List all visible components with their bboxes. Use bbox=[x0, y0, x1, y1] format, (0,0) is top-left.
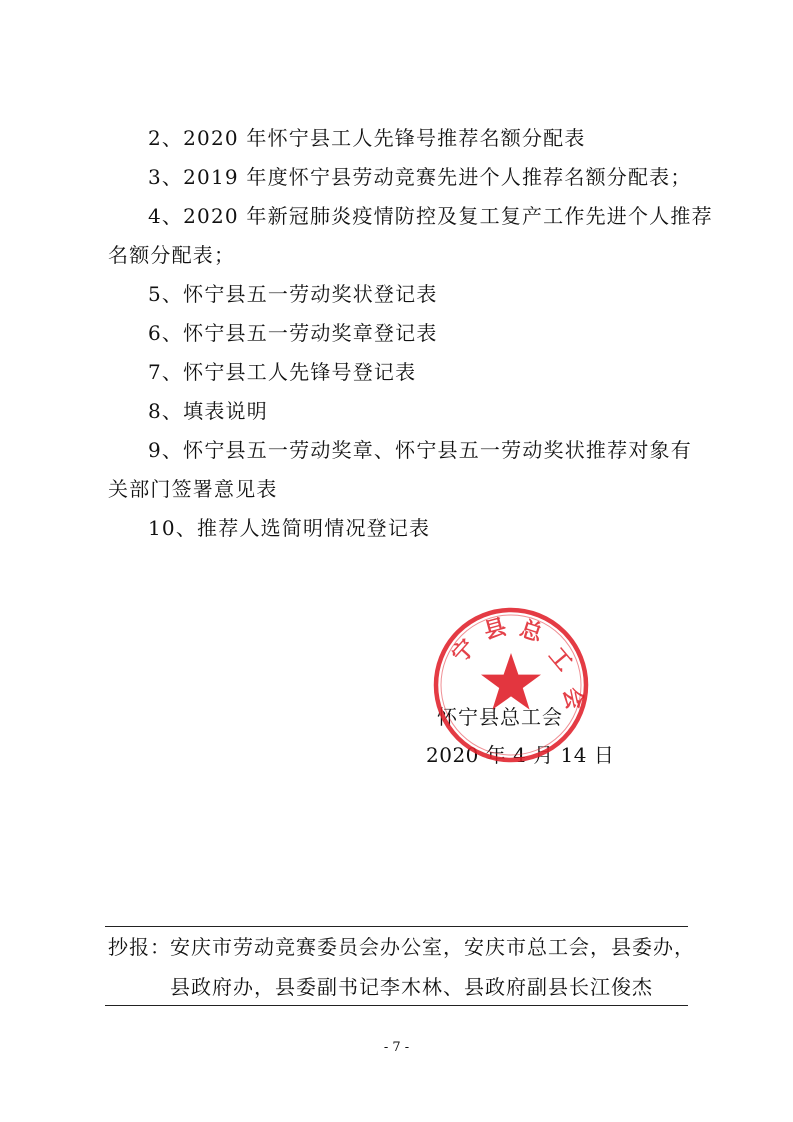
signature-organization: 怀宁县总工会 bbox=[437, 705, 563, 729]
attachment-item-4: 4、2020 年新冠肺炎疫情防控及复工复产工作先进个人推荐 bbox=[148, 204, 713, 228]
attachment-item-9: 9、怀宁县五一劳动奖章、怀宁县五一劳动奖状推荐对象有 bbox=[148, 438, 692, 462]
official-seal bbox=[432, 606, 590, 764]
seal-char: 工 bbox=[543, 643, 577, 677]
seal-char: 宁 bbox=[447, 635, 481, 669]
attachment-item-6: 6、怀宁县五一劳动奖章登记表 bbox=[148, 321, 438, 345]
cc-top-rule bbox=[105, 926, 688, 927]
attachment-item-10: 10、推荐人选简明情况登记表 bbox=[148, 516, 431, 540]
seal-char: 县 bbox=[481, 614, 510, 645]
seal-char: 总 bbox=[516, 616, 546, 648]
attachment-item-8: 8、填表说明 bbox=[148, 399, 268, 423]
page-number: - 7 - bbox=[383, 1040, 410, 1055]
cc-recipients-line-2: 县政府办，县委副书记李木林、县政府副县长江俊杰 bbox=[170, 975, 653, 999]
attachment-item-3: 3、2019 年度怀宁县劳动竞赛先进个人推荐名额分配表； bbox=[148, 165, 692, 189]
attachment-item-2: 2、2020 年怀宁县工人先锋号推荐名额分配表 bbox=[148, 126, 586, 150]
attachment-item-9-continuation: 关部门签署意见表 bbox=[108, 477, 278, 501]
seal-char: 会 bbox=[557, 685, 587, 713]
cc-recipients-line-1: 安庆市劳动竞赛委员会办公室，安庆市总工会，县委办， bbox=[170, 935, 695, 959]
attachment-item-7: 7、怀宁县工人先锋号登记表 bbox=[148, 360, 417, 384]
signature-date: 2020 年 4 月 14 日 bbox=[426, 743, 615, 767]
attachment-item-4-continuation: 名额分配表； bbox=[108, 243, 236, 267]
cc-bottom-rule bbox=[105, 1005, 688, 1006]
attachment-item-5: 5、怀宁县五一劳动奖状登记表 bbox=[148, 282, 438, 306]
cc-label: 抄报： bbox=[108, 935, 171, 959]
